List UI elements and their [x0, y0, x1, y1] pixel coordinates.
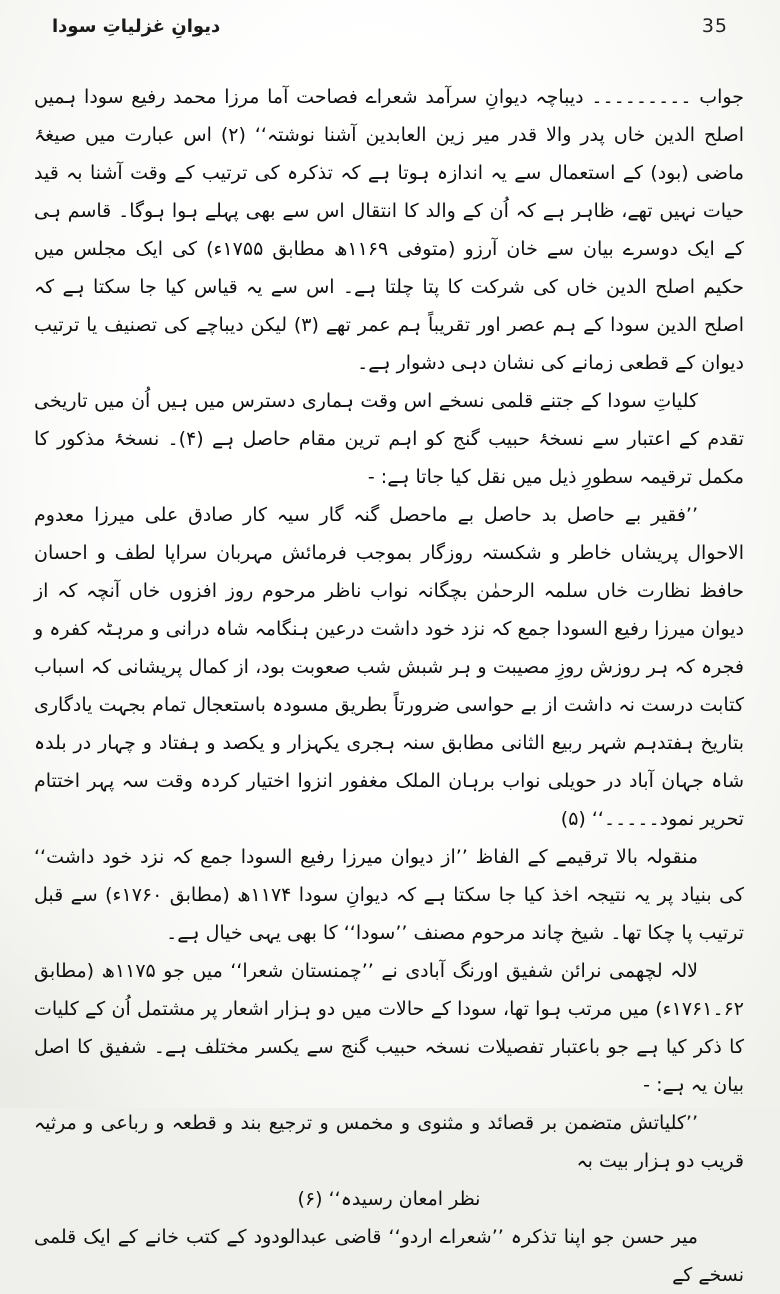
page-body [34, 78, 744, 1294]
paragraph-mir-hasan: میر حسن جو اپنا تذکرہ ’’شعراے اردو‘‘ قاضی عبدالودود کے کتب خانے کے ایک قلمی نسخے کے [34, 1226, 744, 1286]
book-title: دیوانِ غزلیاتِ سودا [52, 16, 221, 37]
paragraph-conclusion-divan-date: منقولہ بالا ترقیمے کے الفاظ ’’از دیوان میرزا رفیع السودا جمع کہ نزد خود داشت‘‘ کی بنیاد پر یہ نتیجہ اخذ کیا جا سکتا ہے کہ دیوانِ سودا ۱۱۷۴ھ (مطابق ۱۷۶۰ء) سے قبل ترتیب پا چکا تھا۔ شیخ چاند مرحوم مصنف ’’سودا‘‘ کا بھی یہی خیال ہے۔ [34, 846, 744, 944]
paragraph-shafiq-tazkira: لالہ لچھمی نرائن شفیق اورنگ آبادی نے ’’چمنستان شعرا‘‘ میں جو ۱۱۷۵ھ (مطابق ۶۲۔۱۷۶۱ء) میں مرتب ہوا تھا، سودا کے حالات میں دو ہزار اشعار پر مشتمل اُن کے کلیات کا ذکر کیا ہے جو باعتبار تفصیلات نسخہ حبیب گنج سے یکسر مختلف ہے۔ شفیق کا اصل بیان یہ ہے: - [34, 960, 744, 1096]
quote-shafiq-ending: نظر امعان رسیدہ‘‘ (۶) [297, 1188, 481, 1210]
quote-colophon: ’’فقیر بے حاصل بد حاصل بے ماحصل گنہ گار سیہ کار صادق علی میرزا معدوم الاحوال پریشاں خاطر و شکستہ روزگار بموجب فرمائش مہربان سراپا لطف و احسان حافظ نظارت خاں سلمہ الرحمٰن بچگانہ نواب ناظر مرحوم روز افزوں خاں آنچہ کہ از دیوان میرزا رفیع السودا جمع کہ نزد خود داشت درعین ہنگامہ شاہ درانی و مرہٹہ کفرہ و فجرہ کہ ہر روزش روزِ مصیبت و ہر شبش شب صعوبت بود، از کمال پریشانی کہ اسباب کتابت درست نہ داشت از بے حواسی ضرورتاً بطریق مسودہ باستعجال تمام بجہت یادگاری بتاریخ ہفتدہم شہر ربیع الثانی مطابق سنہ ہجری یکہزار و یکصد و ہفتاد و چہار در بلدہ شاہ جہان آباد در حویلی نواب برہان الملک مغفور انزوا اختیار کردہ وقت سہ پہر اختتام تحریر نمود۔۔۔۔۔‘‘ (۵) [34, 504, 744, 830]
quote-shafiq-statement: ’’کلیاتش متضمن بر قصائد و مثنوی و مخمس و ترجیع بند و قطعہ و رباعی و مرثیہ قریب دو ہزار بیت بہ [34, 1112, 744, 1172]
paragraph-preface-discussion: جواب ۔۔۔۔۔۔۔۔۔ دیباچہ دیوانِ سرآمد شعراے فصاحت آما مرزا محمد رفیع سودا ہمیں اصلح الدین خاں پدر والا قدر میر زین العابدین آشنا نوشتہ‘‘ (۲) اس عبارت میں صیغۂ ماضی (بود) کے استعمال سے یہ اندازہ ہوتا ہے کہ تذکرہ کی ترتیب کے وقت آشنا بہ قید حیات نہیں تھے، ظاہر ہے کہ اُن کے والد کا انتقال اس سے بھی پہلے ہوا ہوگا۔ قاسم ہی کے ایک دوسرے بیان سے خان آرزو (متوفی ۱۱۶۹ھ مطابق ۱۷۵۵ء) کی ایک مجلس میں حکیم اصلح الدین خاں کی شرکت کا پتا چلتا ہے۔ اس سے یہ قیاس کیا جا سکتا ہے کہ اصلح الدین سودا کے ہم عصر اور تقریباً ہم عمر تھے (۳) لیکن دیباچے کی تصنیف یا ترتیب دیوان کے قطعی زمانے کی نشان دہی دشوار ہے۔ [34, 86, 745, 374]
page-number: 35 [701, 15, 728, 37]
paragraph-manuscripts: کلیاتِ سودا کے جتنے قلمی نسخے اس وقت ہماری دسترس میں ہیں اُن میں تاریخی تقدم کے اعتبار سے نسخۂ حبیب گنج کو اہم ترین مقام حاصل ہے (۴)۔ نسخۂ مذکور کا مکمل ترقیمہ سطورِ ذیل میں نقل کیا جاتا ہے: - [34, 390, 744, 488]
